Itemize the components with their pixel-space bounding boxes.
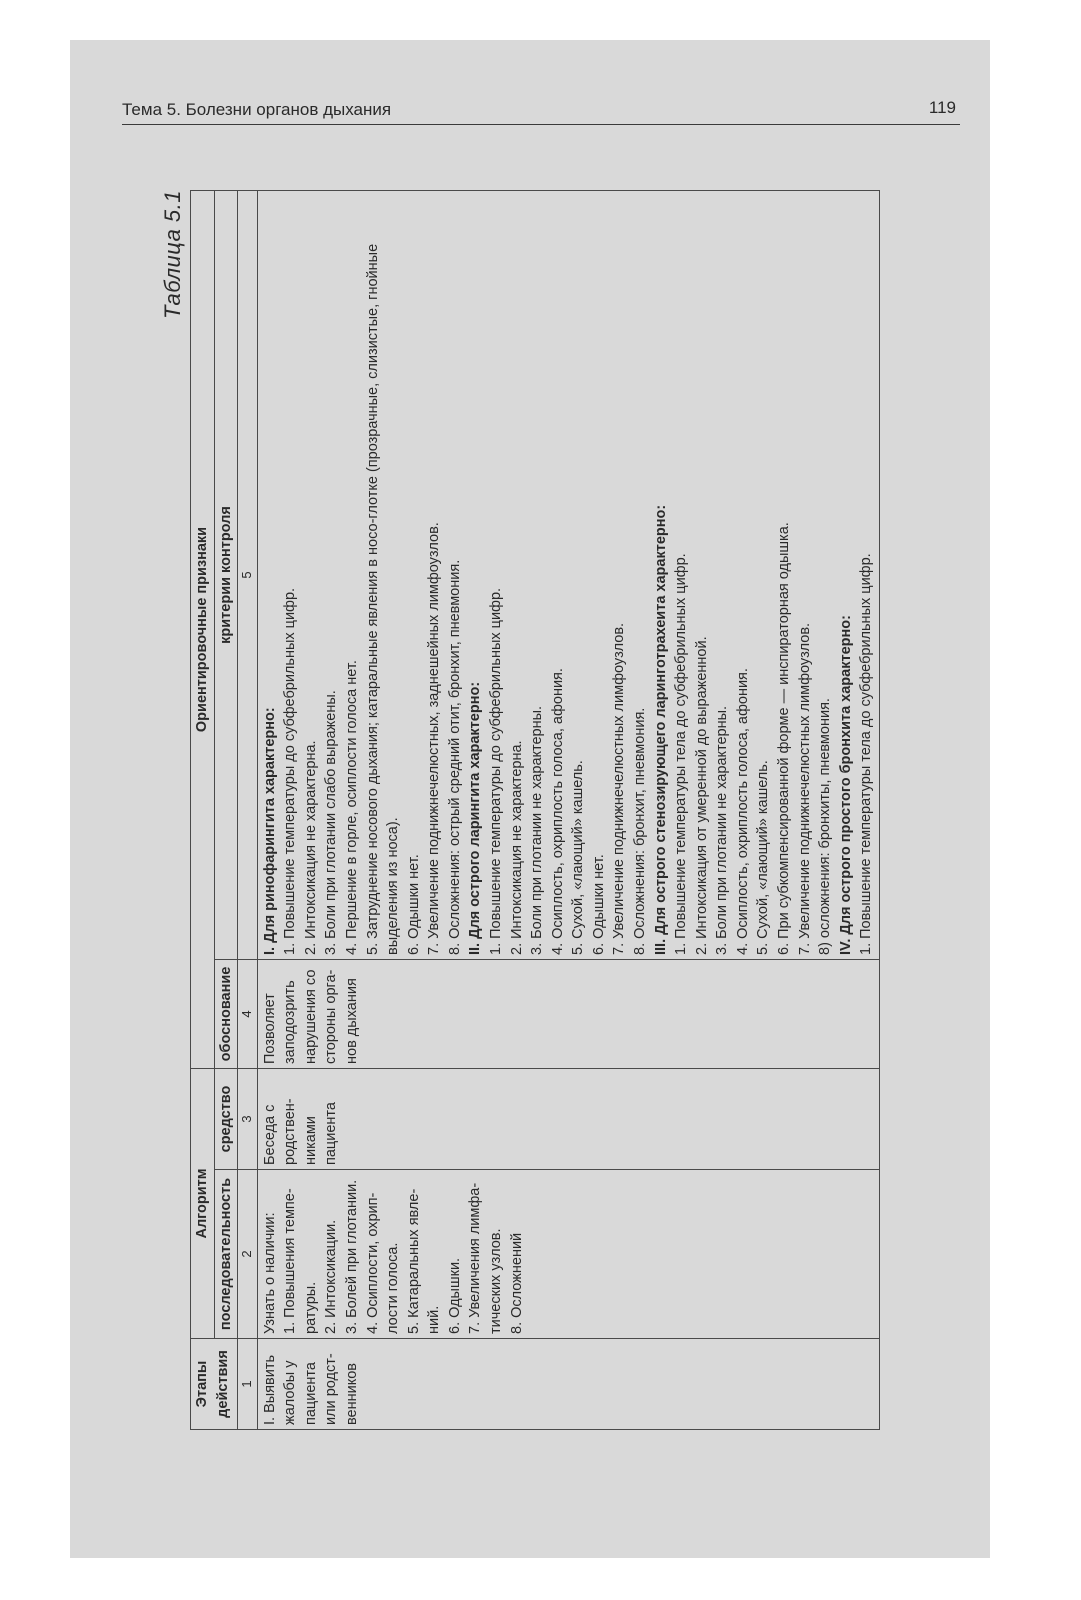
list-item: 8. Осложнения: бронхит, пневмония. bbox=[632, 707, 649, 955]
nursing-algorithm-table bbox=[190, 190, 880, 1430]
page-number: 119 bbox=[928, 98, 956, 117]
running-head bbox=[122, 98, 960, 125]
list-item: 6. При субкомпенсированной форме — инспираторная одышка. bbox=[776, 522, 793, 955]
rationale-cell: Позволяет заподозрить нарушения со стороны орга-нов дыхания bbox=[257, 960, 879, 1069]
list-item: 1. Повышения темпе-ратуры. bbox=[282, 1188, 319, 1334]
criteria-list bbox=[671, 195, 836, 955]
list-item: 4. Осиплости, охрип-лости голоса. bbox=[364, 1192, 402, 1334]
table-caption: Таблица 5.1 bbox=[160, 190, 185, 319]
list-item: 1. Повышение температуры до субфебрильных цифр. bbox=[487, 587, 504, 955]
column-number: 1 bbox=[238, 1339, 257, 1430]
header-orienting-signs: Ориентировочные признаки bbox=[191, 191, 215, 1069]
column-number: 3 bbox=[238, 1069, 257, 1170]
list-item: 8. Осложнения: острый средний отит, бронхит, пневмония. bbox=[446, 559, 463, 955]
list-item: 5. Катаральных явле-ний. bbox=[405, 1188, 443, 1334]
header-rationale: обоснование bbox=[214, 960, 238, 1069]
list-item: 5. Затруднение носового дыхания; катаральные явления в носо-глотке (прозрачные, слизистые, гнойные выделения из носа). bbox=[364, 243, 402, 955]
section-title: I. Для ринофарингита характерно: bbox=[261, 707, 278, 955]
list-item: 6. Одышки нет. bbox=[405, 854, 422, 955]
column-number-row bbox=[238, 191, 257, 1430]
rotated-table-block bbox=[160, 180, 920, 1430]
criteria-section bbox=[651, 195, 836, 955]
list-item: 8. Осложнений bbox=[508, 1232, 525, 1334]
header-algorithm: Алгоритм bbox=[191, 1069, 215, 1339]
list-item: 8) осложнения: бронхиты, пневмония. bbox=[817, 698, 834, 955]
sequence-list bbox=[280, 1174, 527, 1334]
list-item: 1. Повышение температуры тела до субфебрильных цифр. bbox=[673, 553, 690, 955]
list-item: 6. Одышки нет. bbox=[590, 854, 607, 955]
list-item: 4. Першение в горле, осиплости голоса нет. bbox=[343, 660, 360, 955]
sequence-intro: Узнать о наличии: bbox=[261, 1212, 278, 1334]
header-criteria: критерии контроля bbox=[214, 191, 238, 960]
list-item: 7. Увеличение поднижнечелюстных лимфоузлов. bbox=[796, 622, 813, 955]
header-row-1 bbox=[191, 191, 215, 1430]
criteria-section bbox=[836, 195, 877, 955]
list-item: 3. Болей при глотании. bbox=[343, 1179, 360, 1334]
header-means: средство bbox=[214, 1069, 238, 1170]
table-row bbox=[257, 191, 879, 1430]
header-stages: Этапы действия bbox=[191, 1339, 238, 1430]
list-item: 1. Повышение температуры тела до субфебрильных цифр. bbox=[858, 553, 875, 955]
list-item: 5. Сухой, «лающий» кашель. bbox=[570, 760, 587, 955]
list-item: 7. Увеличение поднижнечелюстных лимфоузлов. bbox=[611, 622, 628, 955]
list-item: 5. Сухой, «лающий» кашель. bbox=[755, 760, 772, 955]
header-row-2 bbox=[214, 191, 238, 1430]
list-item: 7. Увеличения лимфа-тических узлов. bbox=[467, 1182, 504, 1334]
section-title: II. Для острого ларингита характерно: bbox=[467, 681, 484, 955]
list-item: 3. Боли при глотании не характерны. bbox=[714, 705, 731, 955]
list-item: 7. Увеличение поднижнечелюстных, заднешейных лимфоузлов. bbox=[426, 522, 443, 955]
chapter-title: Тема 5. Болезни органов дыхания bbox=[122, 100, 392, 119]
criteria-section bbox=[465, 195, 650, 955]
list-item: 6. Одышки. bbox=[446, 1257, 463, 1334]
list-item: 2. Интоксикация не характерна. bbox=[302, 740, 319, 955]
criteria-section bbox=[260, 195, 466, 955]
column-number: 5 bbox=[238, 191, 257, 960]
column-number: 2 bbox=[238, 1170, 257, 1339]
list-item: 1. Повышение температуры до субфебрильных цифр. bbox=[282, 587, 299, 955]
criteria-cell bbox=[257, 191, 879, 960]
sequence-cell bbox=[257, 1170, 879, 1339]
stage-cell: I. Выявить жалобы у пациента или родст-венников bbox=[257, 1339, 879, 1430]
list-item: 4. Осиплость, охриплость голоса, афония. bbox=[734, 668, 751, 955]
section-title: IV. Для острого простого бронхита характерно: bbox=[837, 615, 854, 955]
header-sequence: последовательность bbox=[214, 1170, 238, 1339]
list-item: 2. Интоксикация от умеренной до выраженной. bbox=[693, 636, 710, 955]
section-title: III. Для острого стенозирующего ларинготрахеита характерно: bbox=[652, 504, 669, 955]
list-item: 3. Боли при глотании слабо выражены. bbox=[323, 690, 340, 955]
list-item: 2. Интоксикации. bbox=[323, 1219, 340, 1334]
book-page bbox=[70, 40, 990, 1558]
criteria-list bbox=[486, 195, 651, 955]
list-item: 4. Осиплость, охриплость голоса, афония. bbox=[549, 668, 566, 955]
column-number: 4 bbox=[238, 960, 257, 1069]
criteria-list bbox=[856, 195, 877, 955]
means-cell: Беседа с родствен-никами пациента bbox=[257, 1069, 879, 1170]
list-item: 2. Интоксикация не характерна. bbox=[508, 740, 525, 955]
criteria-list bbox=[280, 195, 465, 955]
list-item: 3. Боли при глотании не характерны. bbox=[529, 705, 546, 955]
